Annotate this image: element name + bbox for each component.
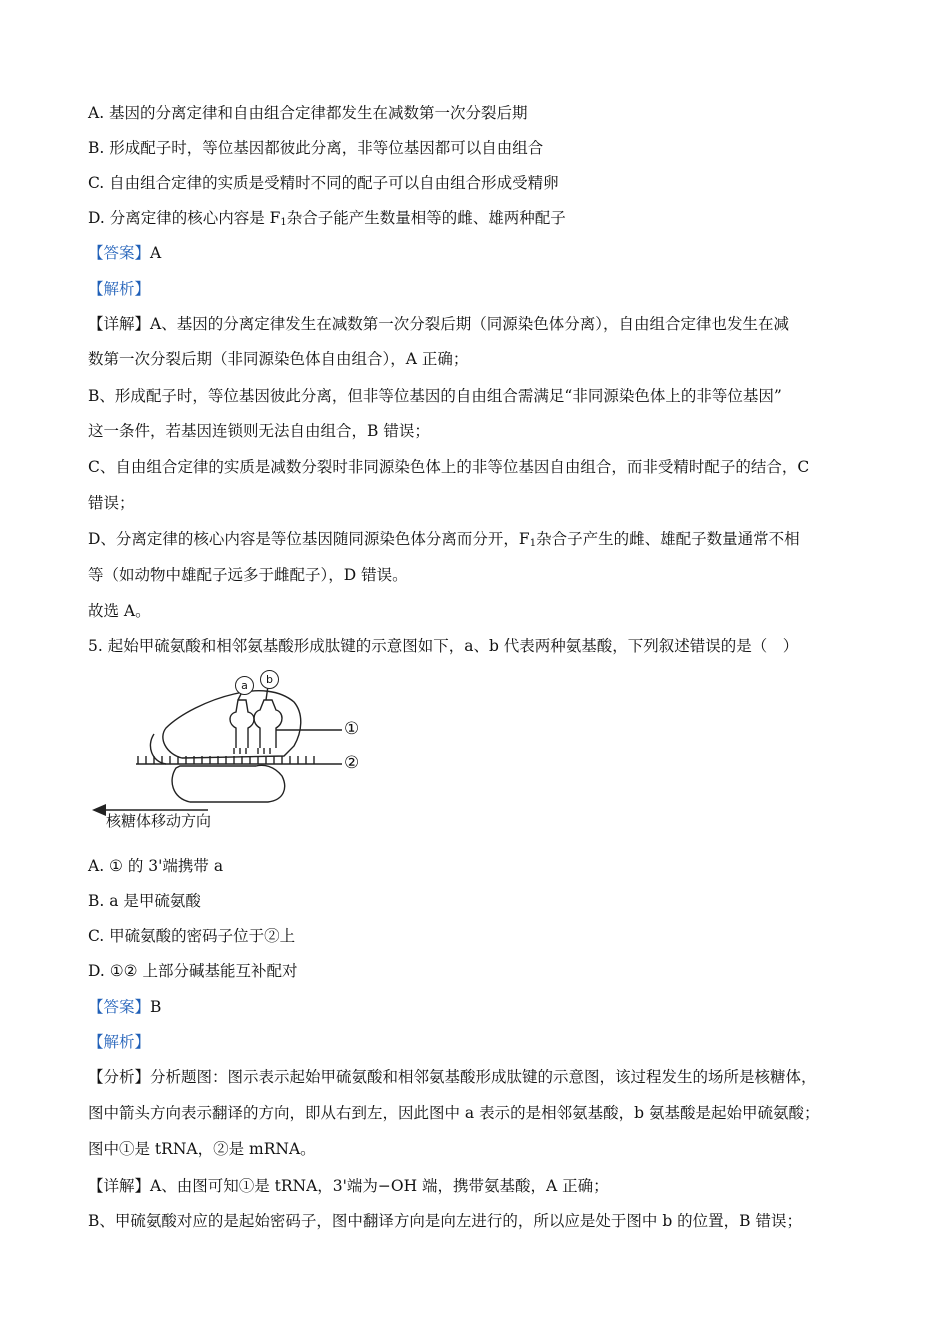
amino-acid-a-label: a — [235, 676, 254, 695]
fenxi-text: 分析题图：图示表示起始甲硫氨酸和相邻氨基酸形成肽键的示意图，该过程发生的场所是核糖体， — [150, 1068, 817, 1086]
prev-detail-line: B、形成配子时，等位基因彼此分离，但非等位基因的自由组合需满足“非同源染色体上的非等位基因” — [88, 387, 782, 405]
q5-option-a: A. ① 的 3'端携带 a — [88, 857, 224, 875]
prev-option-d-text-end: 杂合子能产生数量相等的雌、雄两种配子 — [286, 209, 566, 227]
prev-analysis-tag: 【解析】 — [88, 280, 151, 298]
detail-text: A、基因的分离定律发生在减数第一次分裂后期（同源染色体分离），自由组合定律也发生在减 — [150, 315, 789, 333]
label-1-trna: ① — [344, 719, 360, 739]
detail-d-subscript: 1 — [529, 538, 537, 549]
prev-option-d-text: D. 分离定律的核心内容是 F — [88, 209, 281, 227]
answer-tag: 【答案】 — [88, 244, 151, 262]
q5-detail-line: B、甲硫氨酸对应的是起始密码子，图中翻译方向是向左进行的，所以应是处于图中 b 的位置，B 错误； — [88, 1212, 802, 1230]
q5-answer — [88, 996, 161, 1018]
trna-right — [254, 700, 282, 748]
detail-tag: 【详解】 — [88, 315, 151, 333]
q5-detail-line — [88, 1175, 609, 1197]
prev-conclusion: 故选 A。 — [88, 602, 151, 620]
prev-detail-line: C、自由组合定律的实质是减数分裂时非同源染色体上的非等位基因自由组合，而非受精时配子的结合，C — [88, 458, 810, 476]
answer-value: A — [150, 244, 162, 262]
trna-left — [230, 700, 254, 748]
prev-option-b: B. 形成配子时，等位基因都彼此分离，非等位基因都可以自由组合 — [88, 139, 544, 157]
prev-option-c: C. 自由组合定律的实质是受精时不同的配子可以自由组合形成受精卵 — [88, 174, 559, 192]
prev-detail-line — [88, 313, 789, 335]
q5-fenxi-line: 图中①是 tRNA，②是 mRNA。 — [88, 1140, 316, 1158]
detail-text: A、由图可知①是 tRNA，3'端为−OH 端，携带氨基酸，A 正确； — [150, 1177, 609, 1195]
direction-arrow-head — [92, 804, 106, 816]
detail-d-text: D、分离定律的核心内容是等位基因随同源染色体分离而分开，F — [88, 530, 530, 548]
figure-caption: 核糖体移动方向 — [106, 812, 212, 830]
amino-acid-b-label: b — [260, 670, 279, 689]
q5-fenxi-line: 图中箭头方向表示翻译的方向，即从右到左，因此图中 a 表示的是相邻氨基酸，b 氨基酸是起始甲硫氨酸； — [88, 1104, 820, 1122]
translation-diagram — [88, 664, 388, 836]
q5-fenxi-line — [88, 1066, 817, 1088]
prev-detail-line: 数第一次分裂后期（非同源染色体自由组合），A 正确； — [88, 350, 469, 368]
prev-detail-line: 这一条件，若基因连锁则无法自由组合，B 错误； — [88, 422, 430, 440]
fenxi-tag: 【分析】 — [88, 1068, 151, 1086]
prev-answer — [88, 242, 161, 264]
prev-detail-line: 错误； — [88, 494, 135, 512]
prev-detail-line-d — [88, 528, 800, 555]
q5-option-d: D. ①② 上部分碱基能互补配对 — [88, 962, 298, 980]
prev-option-d-subscript: 1 — [280, 217, 287, 228]
label-2-mrna: ② — [344, 753, 360, 773]
answer-tag: 【答案】 — [88, 998, 151, 1016]
prev-detail-line: 等（如动物中雄配子远多于雌配子），D 错误。 — [88, 566, 408, 584]
q5-analysis-tag: 【解析】 — [88, 1033, 151, 1051]
answer-value: B — [150, 998, 162, 1016]
prev-option-d — [88, 207, 566, 234]
question-5-stem: 5. 起始甲硫氨酸和相邻氨基酸形成肽键的示意图如下，a、b 代表两种氨基酸，下列叙述错误的是（ ） — [88, 637, 799, 655]
detail-tag: 【详解】 — [88, 1177, 151, 1195]
q5-option-b: B. a 是甲硫氨酸 — [88, 892, 201, 910]
ribosome-small-subunit — [172, 765, 285, 802]
detail-d-text-end: 杂合子产生的雌、雄配子数量通常不相 — [536, 530, 800, 548]
prev-option-a: A. 基因的分离定律和自由组合定律都发生在减数第一次分裂后期 — [88, 104, 528, 122]
q5-option-c: C. 甲硫氨酸的密码子位于②上 — [88, 927, 296, 945]
